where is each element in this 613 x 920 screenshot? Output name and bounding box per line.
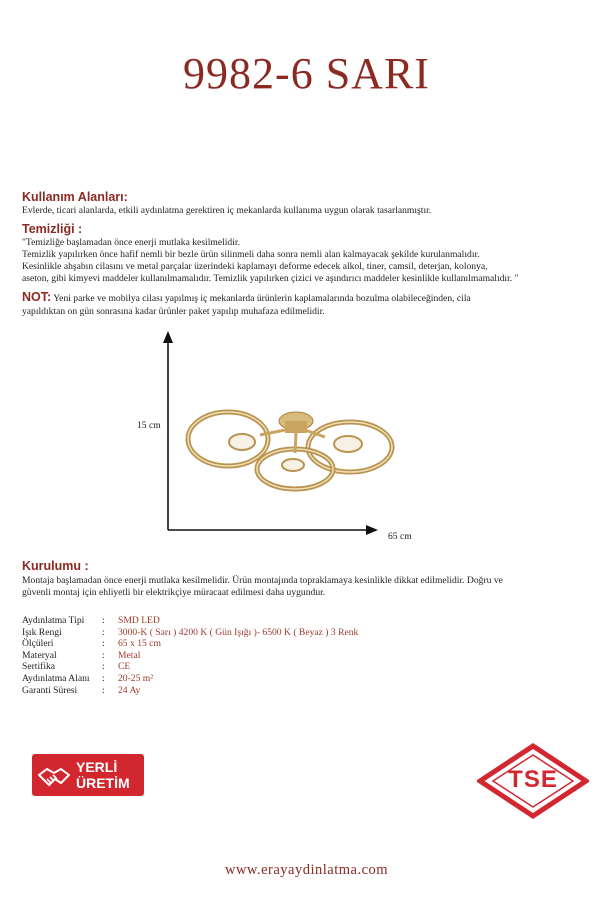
spec-label: Ölçüleri (22, 638, 54, 650)
spec-colon: : (102, 615, 105, 626)
cleaning-line: aseton, gibi kimyevi maddeler kullanılmamalıdır. Temizlik yapılırken çizici ve aşındırıcı maddeler kesinlikle kullanılmamalıdır. " (22, 273, 519, 284)
installation-line: Montaja başlamadan önce enerji mutlaka kesilmelidir. Ürün montajında topraklamaya kesinlikle dikkat edilmelidir. Doğru ve (22, 575, 503, 586)
spec-row (22, 673, 358, 685)
cleaning-line: Temizlik yapılırken önce hafif nemli bir bezle ürün silinmeli daha sonra nemli alan kalmayacak şekilde kurulanmalıdır. (22, 249, 480, 260)
note-block (22, 291, 471, 305)
note-line-2: yapıldıktan on gün sonrasına kadar ürünler paket yapılıp muhafaza edilmelidir. (22, 306, 325, 317)
spec-label: Sertifika (22, 661, 56, 673)
spec-value: 3000-K ( Sarı ) 4200 K ( Gün Işığı )- 6500 K ( Beyaz ) 3 Renk (118, 626, 359, 638)
spec-colon: : (102, 638, 105, 650)
spec-table (22, 615, 358, 696)
usage-heading: Kullanım Alanları: (22, 190, 128, 204)
spec-colon: : (102, 672, 105, 684)
handshake-icon (37, 761, 71, 791)
installation-text (22, 575, 503, 599)
note-label: NOT: (22, 290, 52, 304)
product-title: 9982-6 SARI (183, 49, 430, 98)
cleaning-line: "Temizliğe başlamadan önce enerji mutlaka kesilmelidir. (22, 237, 240, 248)
spec-value: SMD LED (118, 615, 160, 626)
cleaning-line: Kesinlikle ahşabın cilasını ve metal parçalar üzerindeki kaplamayı deforme edecek alkol, tiner, camsil, deterjan, kolonya, (22, 261, 488, 272)
spec-label: Materyal (22, 649, 57, 661)
spec-row (22, 685, 358, 697)
installation-heading: Kurulumu : (22, 559, 89, 573)
spec-row (22, 638, 358, 650)
height-arrow-head (163, 331, 173, 343)
yerli-text: YERLİ (76, 759, 118, 775)
spec-colon: : (102, 661, 105, 673)
spec-row (22, 650, 358, 662)
width-label: 65 cm (388, 531, 412, 542)
installation-line: güvenli montaj için ehliyetli bir elektrikçiye müracaat edilmesi daha uygundur. (22, 587, 326, 598)
width-arrow-head (366, 525, 378, 535)
spec-value: 20-25 m² (118, 672, 154, 684)
usage-text: Evlerde, ticari alanlarda, etkili aydınlatma gerektiren iç mekanlarda kullanıma uygun olarak tasarlanmıştır. (22, 205, 432, 216)
spec-value: Metal (118, 649, 141, 661)
yerli-uretim-badge (32, 754, 144, 796)
product-diagram (130, 325, 430, 550)
spec-value: 24 Ay (118, 684, 141, 696)
spec-label: Aydınlatma Alanı (22, 672, 90, 684)
note-line-1: Yeni parke ve mobilya cilası yapılmış iç mekanlarda ürünlerin kaplamalarında bozulma olabileceğinden, cila (53, 293, 471, 304)
spec-row (22, 661, 358, 673)
cleaning-heading: Temizliği : (22, 222, 83, 236)
spec-value: 65 x 15 cm (118, 638, 161, 650)
spec-label: Garanti Süresi (22, 684, 78, 696)
height-label: 15 cm (137, 420, 161, 431)
tse-text: TSE (508, 766, 558, 793)
spec-colon: : (102, 649, 105, 661)
spec-row (22, 615, 358, 627)
cleaning-text (22, 237, 518, 285)
spec-colon: : (102, 626, 105, 638)
chandelier-image (188, 412, 392, 489)
spec-label: Aydınlatma Tipi (22, 615, 85, 626)
website-link[interactable]: www.erayaydinlatma.com (224, 862, 389, 878)
spec-value: CE (118, 661, 131, 673)
spec-row (22, 627, 358, 639)
spec-colon: : (102, 684, 105, 696)
uretim-text: ÜRETİM (76, 775, 130, 791)
spec-label: Işık Rengi (22, 626, 62, 638)
